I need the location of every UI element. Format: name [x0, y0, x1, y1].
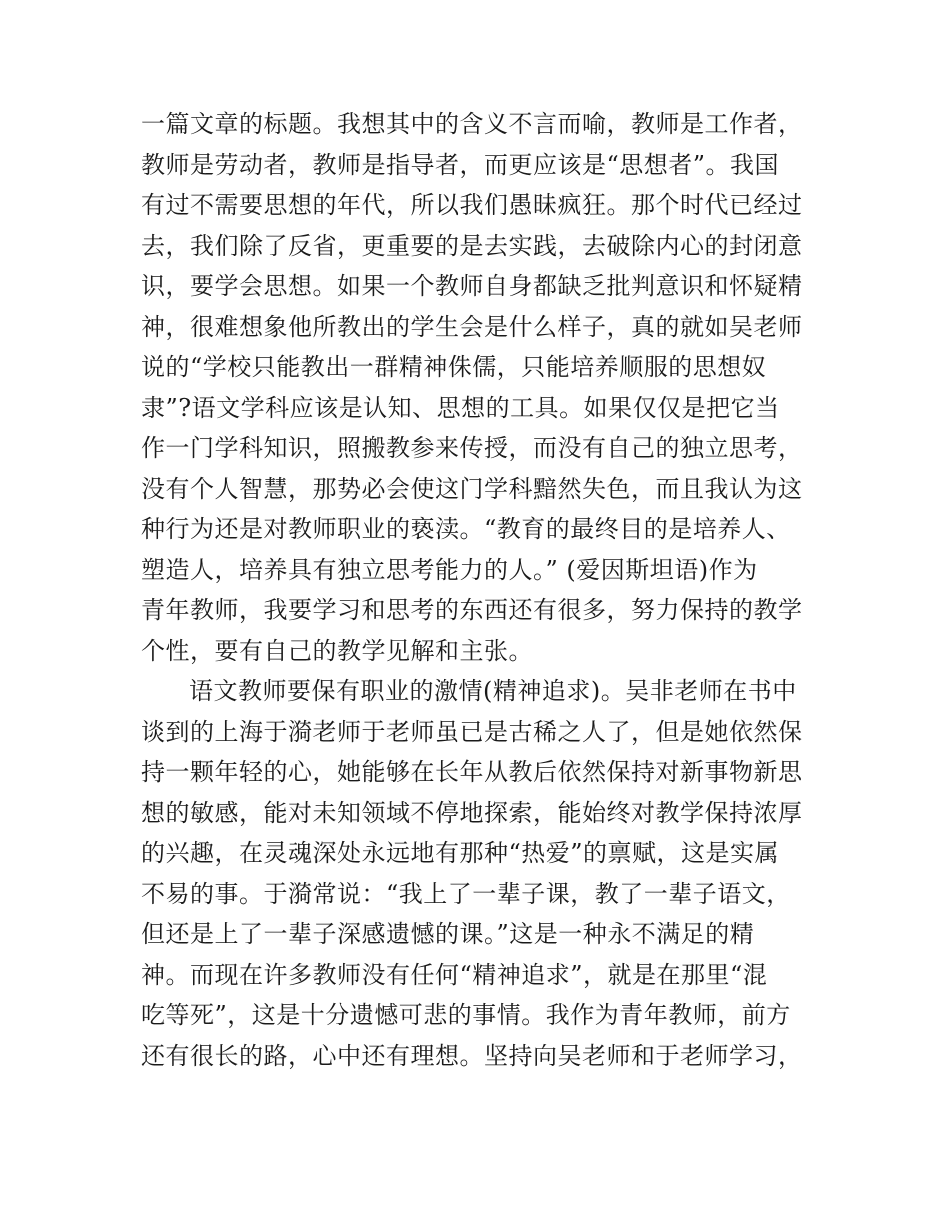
text-line: 青年教师，我要学习和思考的东西还有很多，努力保持的教学 — [141, 596, 803, 624]
text-line: 种行为还是对教师职业的亵渎。“教育的最终目的是培养人、 — [141, 515, 791, 543]
text-line: 没有个人智慧，那势必会使这门学科黯然失色，而且我认为这 — [141, 474, 803, 503]
document-body — [141, 104, 813, 1076]
text-line: 但还是上了一辈子深感遗憾的课。”这是一种永不满足的精 — [141, 920, 755, 948]
text-line: 教师是劳动者，教师是指导者，而更应该是“思想者”。我国 — [141, 150, 780, 179]
text-line: 一篇文章的标题。我想其中的含义不言而喻，教师是工作者， — [141, 110, 803, 138]
text-line: 神。而现在许多教师没有任何“精神追求”，就是在那里“混 — [141, 960, 768, 989]
text-line: 吃等死”，这是十分遗憾可悲的事情。我作为青年教师，前方 — [141, 1001, 791, 1029]
text-line: 说的“学校只能教出一群精神侏儒，只能培养顺服的思想奴 — [141, 353, 767, 381]
text-line: 隶”?语文学科应该是认知、思想的工具。如果仅仅是把它当 — [141, 393, 780, 422]
text-line: 塑造人，培养具有独立思考能力的人。” (爱因斯坦语)作为 — [141, 555, 758, 584]
text-line: 谈到的上海于漪老师于老师虽已是古稀之人了，但是她依然保 — [141, 717, 803, 746]
text-line: 神，很难想象他所教出的学生会是什么样子，真的就如吴老师 — [141, 312, 803, 341]
text-line: 有过不需要思想的年代，所以我们愚昧疯狂。那个时代已经过 — [141, 191, 803, 219]
text-line: 持一颗年轻的心，她能够在长年从教后依然保持对新事物新思 — [141, 758, 803, 786]
text-line: 不易的事。于漪常说：“我上了一辈子课，教了一辈子语文， — [141, 879, 791, 908]
text-line: 识，要学会思想。如果一个教师自身都缺乏批判意识和怀疑精 — [141, 272, 803, 300]
text-line: 还有很长的路，心中还有理想。坚持向吴老师和于老师学习， — [141, 1041, 803, 1070]
text-line: 作一门学科知识，照搬教参来传授，而没有自己的独立思考， — [141, 434, 803, 462]
text-line: 个性，要有自己的教学见解和主张。 — [141, 636, 533, 665]
text-line: 想的敏感，能对未知领域不停地探索，能始终对教学保持浓厚 — [141, 798, 803, 827]
text-line: 去，我们除了反省，更重要的是去实践，去破除内心的封闭意 — [141, 231, 803, 260]
paragraph-start-line: 语文教师要保有职业的激情(精神追求)。吴非老师在书中 — [189, 677, 797, 705]
text-line: 的兴趣，在灵魂深处永远地有那种“热爱”的禀赋，这是实属 — [141, 839, 780, 867]
